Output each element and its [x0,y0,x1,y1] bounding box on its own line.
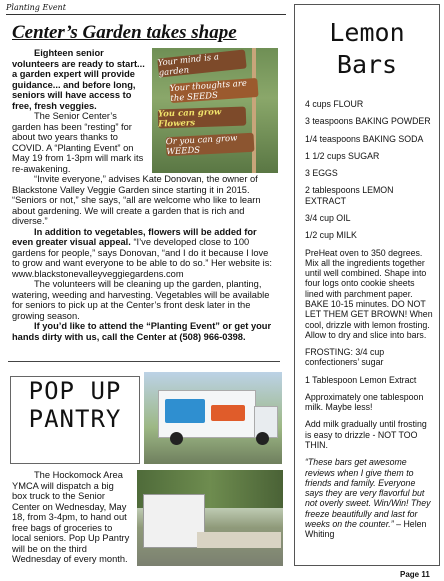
pantry-event-photo [137,470,283,566]
pantry-title: POP UP [28,377,122,405]
garden-paragraph: Eighteen senior volunteers are ready to start... a garden expert will provide guidance... and before long, seniors will have access to free, fresh veggies. [12,48,145,111]
pantry-title-box [10,376,140,464]
bold-lead: In addition to vegetables, flowers will be added for even greater visual appeal. [12,226,257,247]
garden-paragraph: The Senior Center’s garden has been “resting” for about two years thanks to COVID. A “Planting Event” on May 19 from 1-3pm will mark its re-awakening. [12,111,144,174]
garden-paragraph [12,227,278,280]
frosting-line: FROSTING: 3/4 cup confectioners’ sugar [305,347,385,368]
garden-sign: You can grow Flowers [158,106,247,128]
paragraph-rest: “I’ve developed close to 100 gardens for people,” says Donovan, “and I do it because I love to grow and want everyone to be able to do so.” Her website is: www.blackstonevalleyveggiegardens.com [12,237,272,279]
ymca-truck-photo [144,372,282,464]
recipe-title-line: Bars [336,50,398,79]
garden-sign: Your thoughts are the SEEDS [169,78,258,103]
ingredient: 1/2 cup MILK [305,230,357,241]
ingredient: 3/4 cup OIL [305,212,351,223]
garden-article [12,48,278,342]
quote-author: – Helen Whiting [305,519,427,540]
frosting-line: Approximately one tablespoon milk. Maybe less! [305,391,424,413]
ingredient: 2 tablespoons LEMON EXTRACT [305,185,394,206]
truck-wheel [256,432,269,445]
ingredient: 4 cups FLOUR [305,99,364,109]
header-rule [6,14,286,15]
garden-sign: Your mind is a garden [157,49,247,77]
ingredient: 1/4 teaspoons BAKING SODA [305,133,424,144]
pantry-paragraph: The Hockomock Area YMCA will dispatch a big box truck to the Senior Center on Wednesday, May 18, from 3-4pm, to hand out free bags of groceries to local seniors. Pop Up Pantry will be on the third Wednesday of every month. [12,470,130,564]
recipe-title [295,17,439,81]
section-divider [8,361,280,362]
section-header: Planting Event [6,3,66,12]
ingredient: 3 EGGS [305,168,338,179]
recipe-directions: PreHeat oven to 350 degrees. Mix all the ingredients together until well combined. Shape into four logs onto cookie sheets lined with parchment paper. BAKE 10-15 minutes. DO NOT LET THEM GET BROWN! When cool, drizzle with lemon frosting. Allow to dry and slice into bars. [305,247,433,340]
box-truck [158,390,256,438]
truck-graphic [211,405,245,421]
pantry-title: PANTRY [28,405,122,433]
page-number: Page 11 [400,570,430,579]
recipe-box [294,4,440,566]
recipe-title-line: Lemon [329,18,405,47]
recipe-quote [305,457,435,539]
recipe-body [305,99,435,547]
ingredient: 1 1/2 cups SUGAR [305,150,380,161]
truck-graphic [165,399,205,423]
ingredient: 3 teaspoons BAKING POWDER [305,116,431,127]
garden-headline: Center’s Garden takes shape [12,22,237,43]
garden-paragraph: The volunteers will be cleaning up the garden, planting, watering, weeding and harvesting. Vegetables will be available for seniors to pick up at the Center’s front desk later in the growing season. [12,279,270,321]
frosting-line: Add milk gradually until frosting is easy to drizzle - NOT TOO THIN. [305,419,427,451]
garden-paragraph: “Invite everyone,” advises Kate Donovan, the owner of Blackstone Valley Veggie Garden since starting it in 2015. “Seniors or not,” she says, “all are welcome who like to learn about gardening. We will create a garden that is rich and diverse.” [12,174,261,226]
quote-text: “These bars get awesome reviews when I give them to friends and family. Everyone says they are very flavorful but not overly sweet. Win/Win! They freeze beautifully and last for weeks on the counter.” [305,457,431,529]
grocery-tables [197,532,281,548]
truck-wheel [170,432,183,445]
garden-sign: Or you can grow WEEDS [166,133,255,157]
open-truck [143,494,205,548]
garden-paragraph: If you’d like to attend the “Planting Event” or get your hands dirty with us, call the Center at (508) 966-0398. [12,321,272,342]
frosting-line: 1 Tablespoon Lemon Extract [305,374,417,385]
